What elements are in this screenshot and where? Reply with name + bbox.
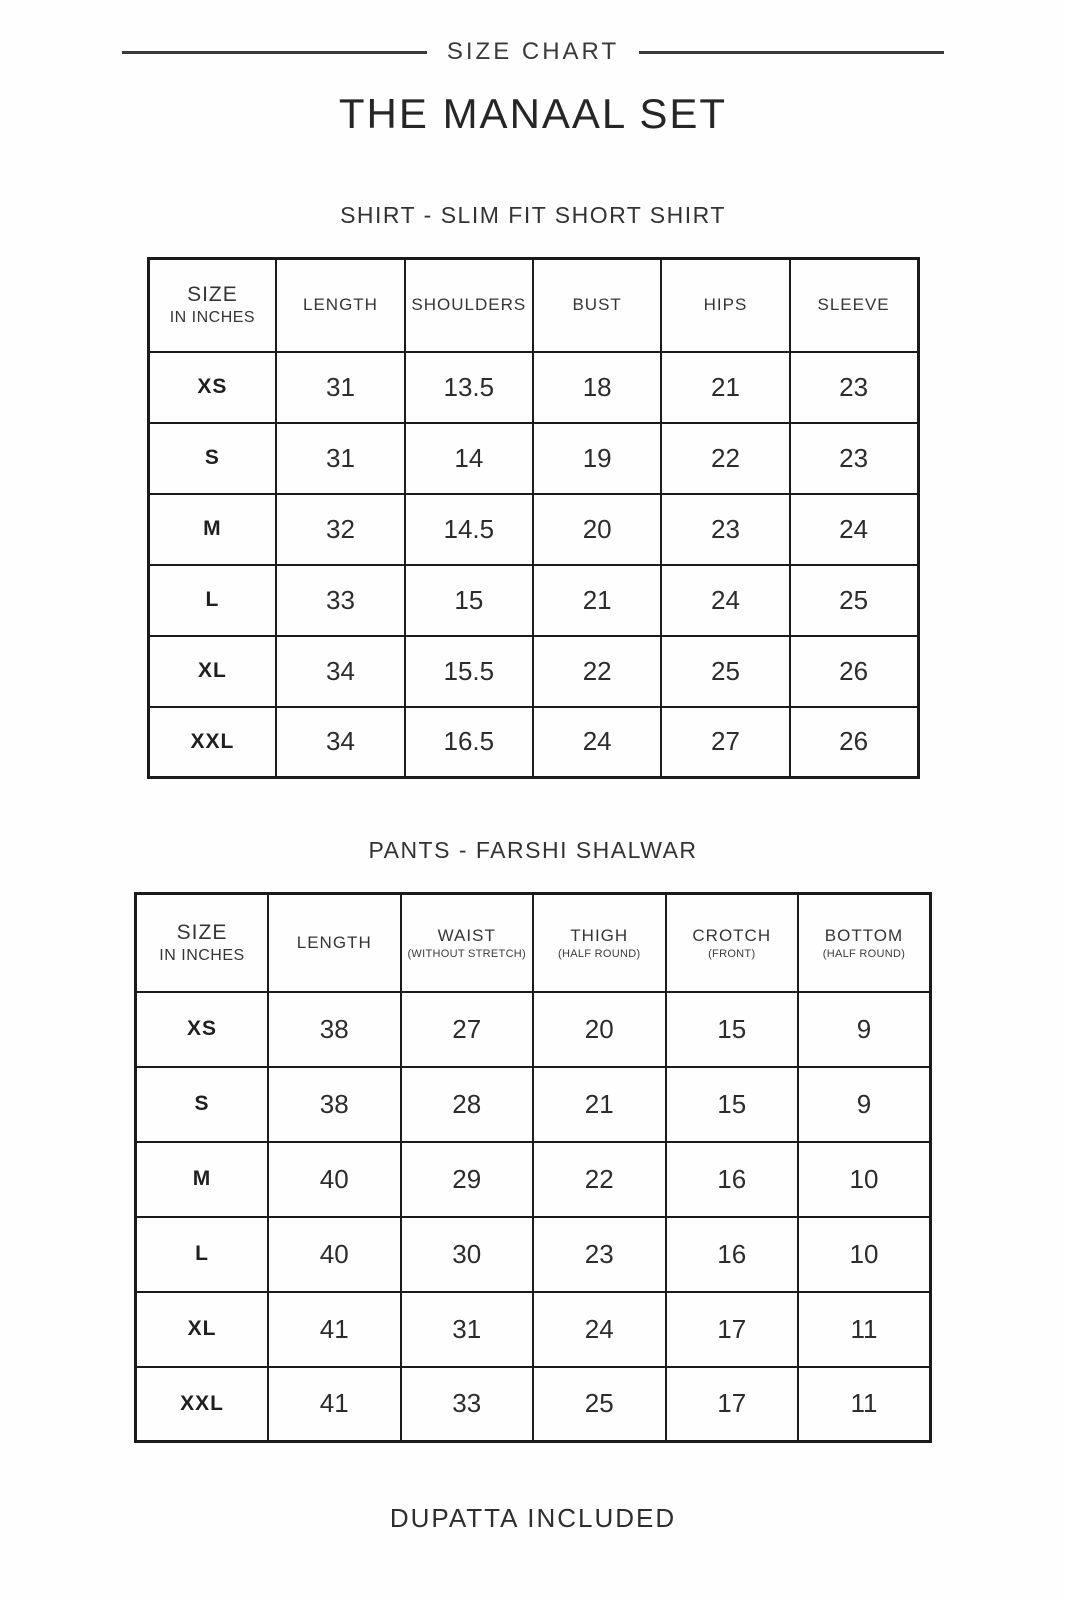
column-header-sub: IN INCHES	[169, 309, 256, 327]
size-label-cell: S	[148, 423, 276, 494]
measurement-cell: 19	[533, 423, 661, 494]
table-row	[148, 565, 918, 636]
table-row	[136, 1292, 931, 1367]
measurement-cell: 41	[268, 1367, 401, 1442]
pants-table-header-row	[136, 894, 931, 992]
pants-column-header-bottom	[798, 894, 931, 992]
column-header-sub: (WITHOUT STRETCH)	[407, 947, 527, 960]
pants-column-header-waist	[401, 894, 534, 992]
table-row	[148, 494, 918, 565]
pants-column-header-thigh	[533, 894, 666, 992]
table-row	[148, 352, 918, 423]
measurement-cell: 22	[533, 1142, 666, 1217]
measurement-cell: 23	[533, 1217, 666, 1292]
measurement-cell: 33	[276, 565, 404, 636]
pants-column-header-length	[268, 894, 401, 992]
column-header-label: LENGTH	[296, 932, 372, 952]
measurement-cell: 24	[533, 1292, 666, 1367]
measurement-cell: 25	[790, 565, 918, 636]
shirt-column-header-sleeve	[790, 259, 918, 352]
measurement-cell: 15.5	[405, 636, 533, 707]
dupatta-note: DUPATTA INCLUDED	[389, 1503, 677, 1533]
column-header-label: LENGTH	[303, 295, 378, 315]
table-row	[136, 992, 931, 1067]
column-header-label: CROTCH	[692, 925, 772, 945]
measurement-cell: 17	[666, 1367, 799, 1442]
measurement-cell: 16.5	[405, 707, 533, 778]
column-header-label: THIGH	[570, 925, 629, 945]
size-label-cell: M	[136, 1142, 269, 1217]
size-label-cell: XL	[148, 636, 276, 707]
pants-section-title: PANTS - FARSHI SHALWAR	[368, 837, 698, 863]
shirt-table-header-row	[148, 259, 918, 352]
measurement-cell: 15	[666, 1067, 799, 1142]
measurement-cell: 11	[798, 1292, 931, 1367]
measurement-cell: 10	[798, 1217, 931, 1292]
measurement-cell: 21	[533, 1067, 666, 1142]
shirt-column-header-bust	[533, 259, 661, 352]
measurement-cell: 20	[533, 992, 666, 1067]
measurement-cell: 31	[276, 352, 404, 423]
pants-column-header-size	[136, 894, 269, 992]
measurement-cell: 10	[798, 1142, 931, 1217]
size-label-cell: L	[136, 1217, 269, 1292]
measurement-cell: 22	[661, 423, 789, 494]
eyebrow-line-left	[122, 51, 427, 54]
measurement-cell: 41	[268, 1292, 401, 1367]
measurement-cell: 15	[405, 565, 533, 636]
page-title: THE MANAAL SET	[338, 90, 728, 137]
measurement-cell: 31	[276, 423, 404, 494]
measurement-cell: 20	[533, 494, 661, 565]
size-label-cell: XS	[148, 352, 276, 423]
measurement-cell: 13.5	[405, 352, 533, 423]
shirt-column-header-shoulders	[405, 259, 533, 352]
measurement-cell: 29	[401, 1142, 534, 1217]
measurement-cell: 25	[661, 636, 789, 707]
measurement-cell: 15	[666, 992, 799, 1067]
measurement-cell: 27	[401, 992, 534, 1067]
column-header-label: SHOULDERS	[411, 295, 527, 315]
size-label-cell: XS	[136, 992, 269, 1067]
table-row	[148, 636, 918, 707]
measurement-cell: 34	[276, 636, 404, 707]
measurement-cell: 40	[268, 1142, 401, 1217]
measurement-cell: 14.5	[405, 494, 533, 565]
measurement-cell: 34	[276, 707, 404, 778]
measurement-cell: 27	[661, 707, 789, 778]
table-row	[148, 423, 918, 494]
table-row	[136, 1217, 931, 1292]
measurement-cell: 26	[790, 707, 918, 778]
size-label-cell: S	[136, 1067, 269, 1142]
measurement-cell: 31	[401, 1292, 534, 1367]
measurement-cell: 11	[798, 1367, 931, 1442]
measurement-cell: 26	[790, 636, 918, 707]
measurement-cell: 16	[666, 1217, 799, 1292]
table-row	[136, 1142, 931, 1217]
table-row	[148, 707, 918, 778]
measurement-cell: 23	[790, 423, 918, 494]
measurement-cell: 18	[533, 352, 661, 423]
measurement-cell: 17	[666, 1292, 799, 1367]
measurement-cell: 30	[401, 1217, 534, 1292]
size-label-cell: XXL	[136, 1367, 269, 1442]
column-header-label: HIPS	[703, 295, 748, 315]
column-header-label: BUST	[572, 295, 622, 315]
column-header-sub: IN INCHES	[159, 946, 245, 964]
pants-column-header-crotch	[666, 894, 799, 992]
measurement-cell: 14	[405, 423, 533, 494]
column-header-sub: (HALF ROUND)	[558, 947, 641, 960]
column-header-sub: (FRONT)	[708, 947, 756, 960]
measurement-cell: 9	[798, 992, 931, 1067]
table-row	[136, 1067, 931, 1142]
pants-size-table	[134, 892, 932, 1443]
measurement-cell: 23	[661, 494, 789, 565]
size-label-cell: L	[148, 565, 276, 636]
measurement-cell: 25	[533, 1367, 666, 1442]
measurement-cell: 24	[533, 707, 661, 778]
shirt-size-table	[147, 257, 920, 779]
measurement-cell: 22	[533, 636, 661, 707]
measurement-cell: 33	[401, 1367, 534, 1442]
measurement-cell: 21	[661, 352, 789, 423]
measurement-cell: 28	[401, 1067, 534, 1142]
measurement-cell: 23	[790, 352, 918, 423]
column-header-label: BOTTOM	[824, 925, 904, 945]
table-row	[136, 1367, 931, 1442]
shirt-column-header-size	[148, 259, 276, 352]
shirt-column-header-length	[276, 259, 404, 352]
column-header-label: SIZE	[187, 283, 238, 307]
shirt-column-header-hips	[661, 259, 789, 352]
measurement-cell: 16	[666, 1142, 799, 1217]
measurement-cell: 38	[268, 992, 401, 1067]
size-label-cell: M	[148, 494, 276, 565]
shirt-section-title: SHIRT - SLIM FIT SHORT SHIRT	[340, 202, 726, 228]
column-header-label: SIZE	[176, 920, 228, 944]
measurement-cell: 24	[790, 494, 918, 565]
measurement-cell: 32	[276, 494, 404, 565]
column-header-label: WAIST	[437, 925, 496, 945]
eyebrow-text: SIZE CHART	[446, 38, 620, 65]
measurement-cell: 38	[268, 1067, 401, 1142]
measurement-cell: 24	[661, 565, 789, 636]
size-label-cell: XL	[136, 1292, 269, 1367]
measurement-cell: 40	[268, 1217, 401, 1292]
measurement-cell: 21	[533, 565, 661, 636]
column-header-label: SLEEVE	[817, 295, 890, 315]
measurement-cell: 9	[798, 1067, 931, 1142]
size-label-cell: XXL	[148, 707, 276, 778]
eyebrow	[0, 38, 1066, 66]
column-header-sub: (HALF ROUND)	[822, 947, 906, 960]
eyebrow-line-right	[639, 51, 944, 54]
